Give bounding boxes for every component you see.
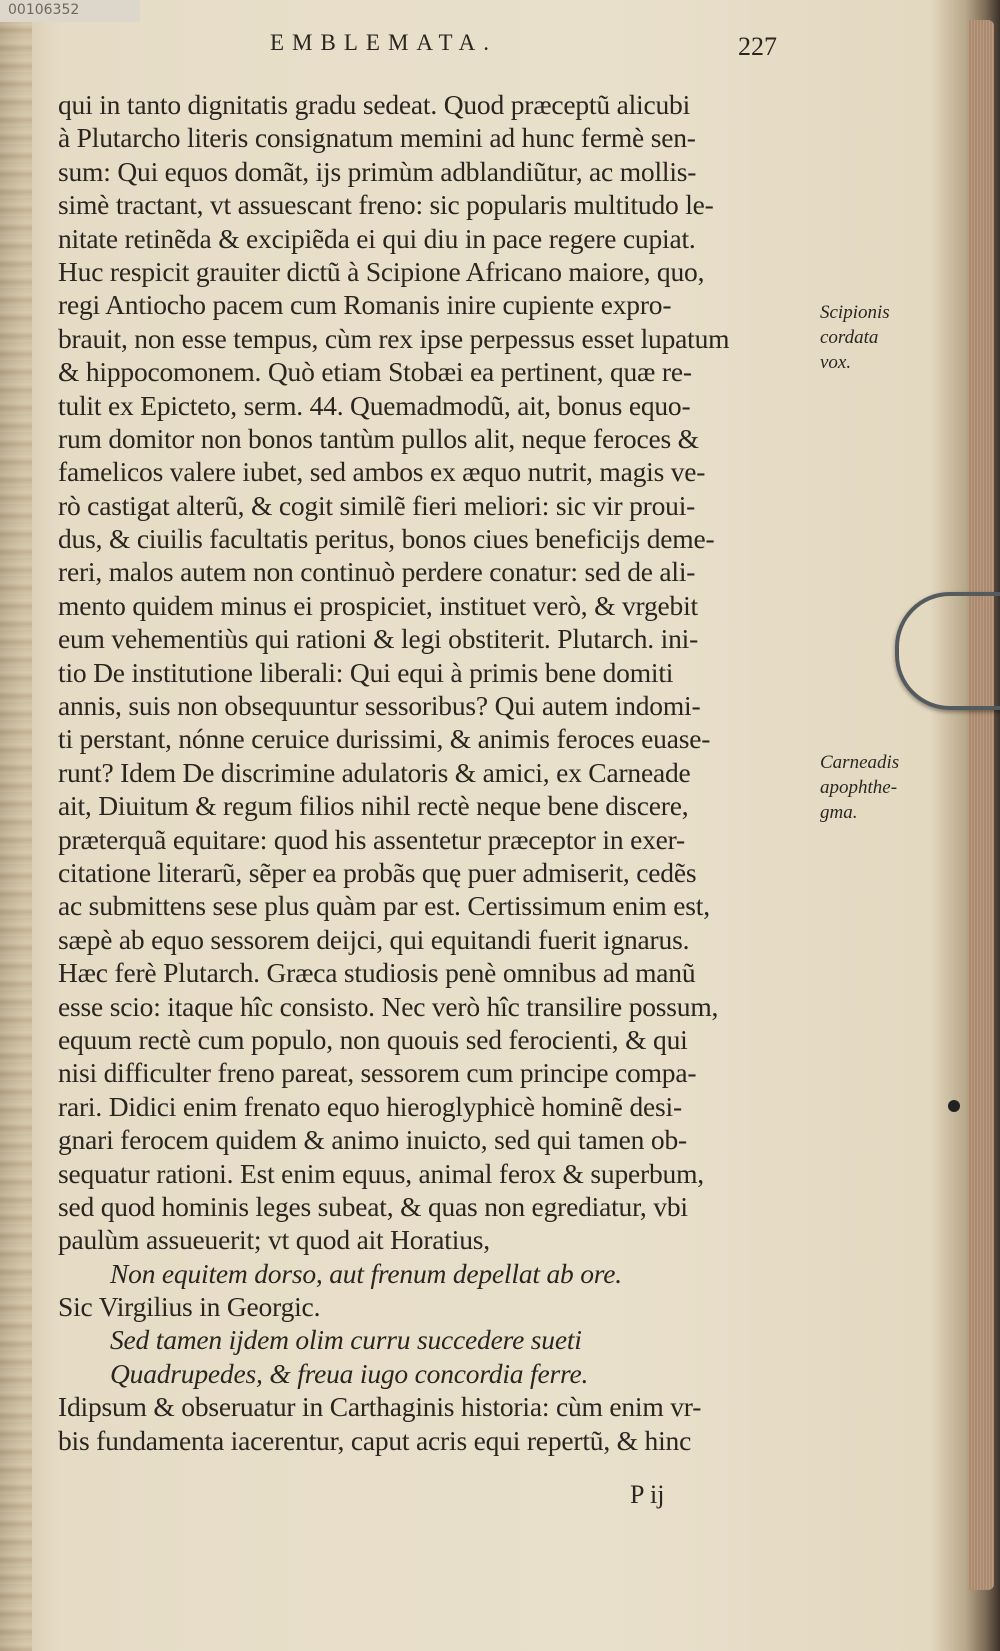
text-line: sæpè ab equo sessorem deijci, qui equitandi fuerit ignarus. <box>58 923 690 955</box>
text-line: regi Antiocho pacem cum Romanis inire cupiente expro- <box>58 289 672 321</box>
running-head: EMBLEMATA. <box>270 30 498 55</box>
text-line: mento quidem minus ei prospiciet, instituet verò, & vrgebit <box>58 589 698 621</box>
text-line: dus, & ciuilis facultatis peritus, bonos ciues beneficijs deme- <box>58 523 715 555</box>
margin-note-scipio <box>820 300 930 375</box>
text-line: ti perstant, nónne ceruice durissimi, & animis feroces euase- <box>58 723 711 755</box>
signature-mark: P ij <box>630 1480 665 1509</box>
verse-line: Non equitem dorso, aut frenum depellat ab ore. <box>110 1257 622 1289</box>
page-number: 227 <box>738 32 777 61</box>
text-line: reri, malos autem non continuò perdere conatur: sed de ali- <box>58 556 696 588</box>
text-line: rò castigat alterũ, & cogit similẽ fieri meliori: sic vir proui- <box>58 489 696 521</box>
text-line: runt? Idem De discrimine adulatoris & amici, ex Carneade <box>58 756 691 788</box>
text-line: ac submittens sese plus quàm par est. Certissimum enim est, <box>58 890 710 922</box>
verse-line: Quadrupedes, & freua iugo concordia ferre. <box>110 1357 589 1389</box>
text-line: Hæc ferè Plutarch. Græca studiosis penè omnibus ad manũ <box>58 957 696 989</box>
text-line: Idipsum & obseruatur in Carthaginis historia: cùm enim vr- <box>58 1391 702 1423</box>
page-body <box>58 88 803 1457</box>
text-line: citatione literarũ, sẽper ea probãs quę puer admiserit, cedẽs <box>58 856 697 888</box>
text-line: bis fundamenta iacerentur, caput acris equi repertũ, & hinc <box>58 1424 692 1456</box>
text-line: rum domitor non bonos tantùm pullos alit, neque feroces & <box>58 422 699 454</box>
margin-note-line: cordata <box>820 327 879 348</box>
text-line: qui in tanto dignitatis gradu sedeat. Quod præceptũ alicubi <box>58 89 691 120</box>
text-line: rari. Didici enim frenato equo hieroglyphicè hominẽ desi- <box>58 1090 682 1122</box>
text-line: annis, suis non obsequuntur sessoribus? Qui autem indomi- <box>58 690 701 722</box>
margin-note-line: Carneadis <box>820 752 900 773</box>
margin-note-line: apophthe- <box>820 777 898 798</box>
text-line: Sic Virgilius in Georgic. <box>58 1291 321 1323</box>
page-clip <box>895 592 1000 710</box>
catalog-number: 00106352 <box>8 2 80 18</box>
margin-note-carneades <box>820 750 930 825</box>
margin-note-line: vox. <box>820 352 852 373</box>
text-line: esse scio: itaque hîc consisto. Nec verò hîc transilire possum, <box>58 990 719 1022</box>
page-fore-edge <box>968 20 994 1590</box>
verse-line: Sed tamen ijdem olim curru succedere sueti <box>110 1324 582 1356</box>
text-line: equum rectè cum populo, non quouis sed ferocienti, & qui <box>58 1023 688 1055</box>
text-line: simè tractant, vt assuescant freno: sic popularis multitudo le- <box>58 189 714 221</box>
text-line: sum: Qui equos domãt, ijs primùm adblandiũtur, ac mollis- <box>58 155 697 187</box>
left-page-edge <box>0 0 32 1651</box>
margin-note-line: Scipionis <box>820 302 890 323</box>
text-line: Huc respicit grauiter dictũ à Scipione Africano maiore, quo, <box>58 255 705 287</box>
text-line: sequatur rationi. Est enim equus, animal ferox & superbum, <box>58 1157 704 1189</box>
text-line: & hippocomonem. Quò etiam Stobæi ea pertinent, quæ re- <box>58 356 692 388</box>
text-line: famelicos valere iubet, sed ambos ex æquo nutrit, magis ve- <box>58 456 706 488</box>
text-line: paulùm assueuerit; vt quod ait Horatius, <box>58 1224 490 1256</box>
catalog-tab <box>0 0 140 22</box>
text-line: tulit ex Epicteto, serm. 44. Quemadmodũ, ait, bonus equo- <box>58 389 691 421</box>
text-line: sed quod hominis leges subeat, & quas non egrediatur, vbi <box>58 1190 688 1222</box>
margin-note-line: gma. <box>820 802 858 823</box>
text-line: à Plutarcho literis consignatum memini ad hunc fermè sen- <box>58 122 696 154</box>
text-line: præterquã equitare: quod his assentetur præceptor in exer- <box>58 823 686 855</box>
text-line: ait, Diuitum & regum filios nihil rectè neque bene discere, <box>58 790 689 822</box>
text-line: brauit, non esse tempus, cùm rex ipse perpessus esset lupatum <box>58 322 730 354</box>
text-line: nisi difficulter freno pareat, sessorem cum principe compa- <box>58 1057 697 1089</box>
text-line: eum vehementiùs qui rationi & legi obstiterit. Plutarch. ini- <box>58 623 699 655</box>
text-line: tio De institutione liberali: Qui equi à primis bene domiti <box>58 656 674 688</box>
ink-spot <box>948 1100 960 1112</box>
text-line: nitate retinẽda & excipiẽda ei qui diu in pace regere cupiat. <box>58 222 696 254</box>
text-line: gnari ferocem quidem & animo inuicto, sed qui tamen ob- <box>58 1124 687 1156</box>
